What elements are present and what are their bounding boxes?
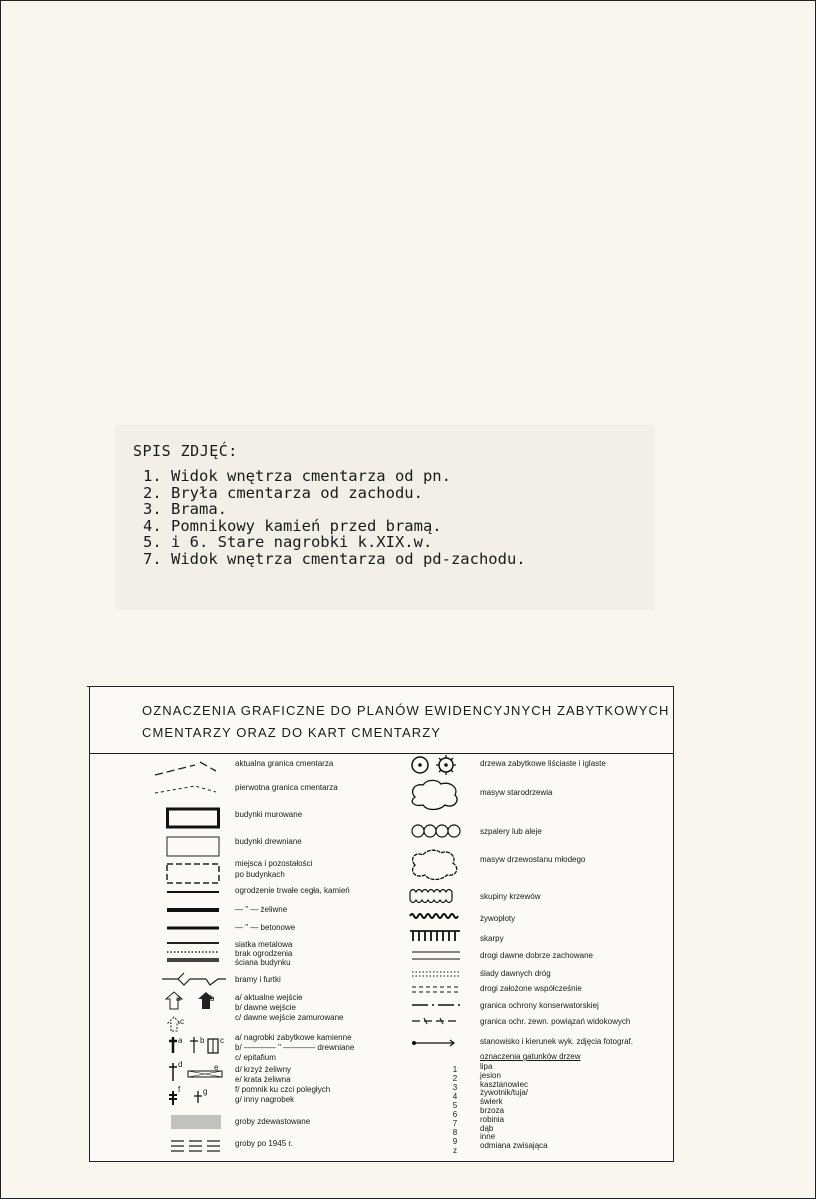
legend-panel — [89, 686, 674, 1162]
legend-label: — " — żeliwne — [235, 905, 288, 914]
external-boundary-icon — [410, 1015, 466, 1027]
tree-number: 1 — [452, 1065, 458, 1074]
legend-label: skupiny krzewów — [480, 892, 541, 901]
legend-label: granica ochrony konserwatorskiej — [480, 1001, 599, 1010]
legend-label: granica ochr. zewn. powiązań widokowych — [480, 1017, 631, 1026]
legend-label: po budynkach — [235, 870, 285, 879]
legend-label: siatka metalowa — [235, 940, 293, 949]
legend-label: ogrodzenie trwałe cegła, kamień — [235, 886, 350, 895]
legend-header — [90, 687, 673, 754]
legend-label: aktualna granica cmentarza — [235, 759, 334, 768]
old-roads-icon — [410, 949, 466, 963]
tree-number: z — [453, 1146, 457, 1155]
new-roads-icon — [410, 984, 466, 996]
letter-b: b — [210, 994, 215, 1003]
gravestones-symbol — [168, 1035, 228, 1055]
list-item: 4. Pomnikowy kamień przed bramą. — [143, 516, 442, 535]
brick-building-symbol — [166, 807, 222, 831]
iron-cross-symbol — [168, 1061, 228, 1083]
legend-subtitle: CMENTARZY ORAZ DO KART CMENTARZY — [142, 725, 442, 740]
tree-number: 3 — [452, 1083, 458, 1092]
tree-number: 5 — [452, 1101, 458, 1110]
list-item: 2. Bryła cmentarza od zachodu. — [143, 483, 423, 502]
shrubs-icon — [408, 886, 468, 906]
tree-species: dąb — [480, 1123, 494, 1133]
legend-label: groby po 1945 r. — [235, 1139, 293, 1148]
photo-station-icon — [410, 1037, 466, 1049]
legend-label: c/ epitafium — [235, 1053, 276, 1062]
gates-symbol — [160, 971, 230, 987]
legend-label: groby zdewastowane — [235, 1117, 311, 1126]
tree-species-list — [480, 1063, 548, 1151]
legend-label: masyw drzewostanu młodego — [480, 855, 586, 864]
wooden-building-symbol — [166, 835, 222, 859]
young-trees-mass-icon — [407, 847, 463, 883]
legend-label: budynki drewniane — [235, 837, 302, 846]
tree-species: inne — [480, 1132, 496, 1142]
letter-b2: b — [200, 1036, 205, 1045]
road-traces-icon — [410, 969, 466, 979]
tree-species: robinia — [480, 1114, 505, 1124]
tree-number: 4 — [452, 1092, 458, 1101]
legend-label: drogi założone współcześnie — [480, 984, 582, 993]
monument-symbol — [168, 1087, 228, 1107]
tree-number: 8 — [452, 1128, 458, 1137]
tree-species: świerk — [480, 1097, 503, 1107]
legend-label: a/ aktualne wejście — [235, 993, 303, 1002]
legend-label: pierwotna granica cmentarza — [235, 783, 338, 792]
list-item: 5. i 6. Stare nagrobki k.XIX.w. — [143, 533, 433, 551]
legend-label: masyw starodrzewia — [480, 788, 553, 797]
old-trees-mass-icon — [407, 777, 467, 811]
legend-label: skarpy — [480, 934, 504, 943]
tree-rows-icon — [410, 821, 466, 841]
tree-number: 2 — [452, 1074, 458, 1083]
historic-trees-icon — [410, 753, 470, 777]
tree-number: 6 — [452, 1110, 458, 1119]
letter-d: d — [178, 1060, 183, 1069]
letter-g: g — [203, 1087, 208, 1096]
tree-species-heading: oznaczenia gatunków drzew — [480, 1052, 581, 1061]
post-1945-graves-symbol — [170, 1137, 226, 1157]
hedges-icon — [408, 911, 464, 921]
current-boundary-symbol — [150, 757, 230, 777]
legend-label: b/ dawne wejście — [235, 1003, 296, 1012]
letter-a: a — [176, 994, 181, 1003]
photo-list-title: SPIS ZDJĘĆ: — [133, 442, 238, 460]
legend-label: d/ krzyż żeliwny — [235, 1065, 292, 1074]
tree-species: jesion — [480, 1070, 501, 1080]
legend-label: brak ogrodzenia — [235, 949, 293, 958]
tree-species: kasztanowiec — [480, 1079, 529, 1089]
legend-label: ściana budynku — [235, 958, 291, 967]
photo-list-card — [115, 425, 655, 610]
legend-label: c/ dawne wejście zamurowane — [235, 1013, 344, 1022]
letter-f: f — [178, 1085, 181, 1094]
legend-label: b/ ———— " ———— drewniane — [235, 1043, 355, 1052]
legend-label: drzewa zabytkowe liściaste i iglaste — [480, 759, 606, 768]
list-item: 7. Widok wnętrza cmentarza od pd-zachodu. — [143, 549, 526, 568]
former-boundary-symbol — [150, 780, 230, 796]
legend-label: drogi dawne dobrze zachowane — [480, 951, 593, 960]
letter-c: c — [180, 1017, 184, 1026]
tree-species: lipa — [480, 1062, 493, 1071]
tree-species: żywotnik/tuja/ — [480, 1088, 529, 1098]
slopes-icon — [408, 929, 464, 943]
tree-species: odmiana zwisająca — [480, 1141, 548, 1151]
protection-boundary-icon — [410, 1000, 466, 1010]
legend-label: — " — betonowe — [235, 923, 296, 932]
letter-c2: c — [220, 1036, 224, 1045]
legend-label: ślady dawnych dróg — [480, 969, 551, 978]
legend-label: stanowisko i kierunek wyk. zdjęcia fotograf. — [480, 1037, 633, 1046]
legend-label: e/ krata żeliwna — [235, 1075, 291, 1084]
legend-label: szpalery lub aleje — [480, 827, 542, 836]
fence-symbols — [166, 890, 222, 930]
photo-list — [143, 468, 526, 567]
list-item: 3. Brama. — [143, 500, 227, 518]
legend-label: a/ nagrobki zabytkowe kamienne — [235, 1033, 352, 1042]
letter-e: e — [214, 1063, 219, 1072]
legend-label: budynki murowane — [235, 810, 303, 819]
list-item: 1. Widok wnętrza cmentarza od pn. — [143, 467, 451, 485]
legend-label: f/ pomnik ku czci poległych — [235, 1085, 331, 1094]
letter-a2: a — [178, 1036, 183, 1045]
legend-label: g/ inny nagrobek — [235, 1095, 295, 1104]
tree-number: 7 — [452, 1119, 458, 1128]
tree-number: 9 — [452, 1137, 458, 1146]
entrance-symbols — [165, 991, 225, 1035]
legend-label: żywopłoty — [480, 914, 516, 923]
legend-label: bramy i furtki — [235, 975, 281, 984]
fence-mesh-symbols — [166, 937, 222, 967]
tree-species: brzoza — [480, 1105, 505, 1115]
legend-label: miejsca i pozostałości — [235, 859, 313, 868]
devastated-graves-symbol — [170, 1113, 226, 1133]
former-building-symbol — [166, 862, 222, 886]
legend-title: OZNACZENIA GRAFICZNE DO PLANÓW EWIDENCYJNYCH ZABYTKOWYCH — [142, 703, 670, 718]
